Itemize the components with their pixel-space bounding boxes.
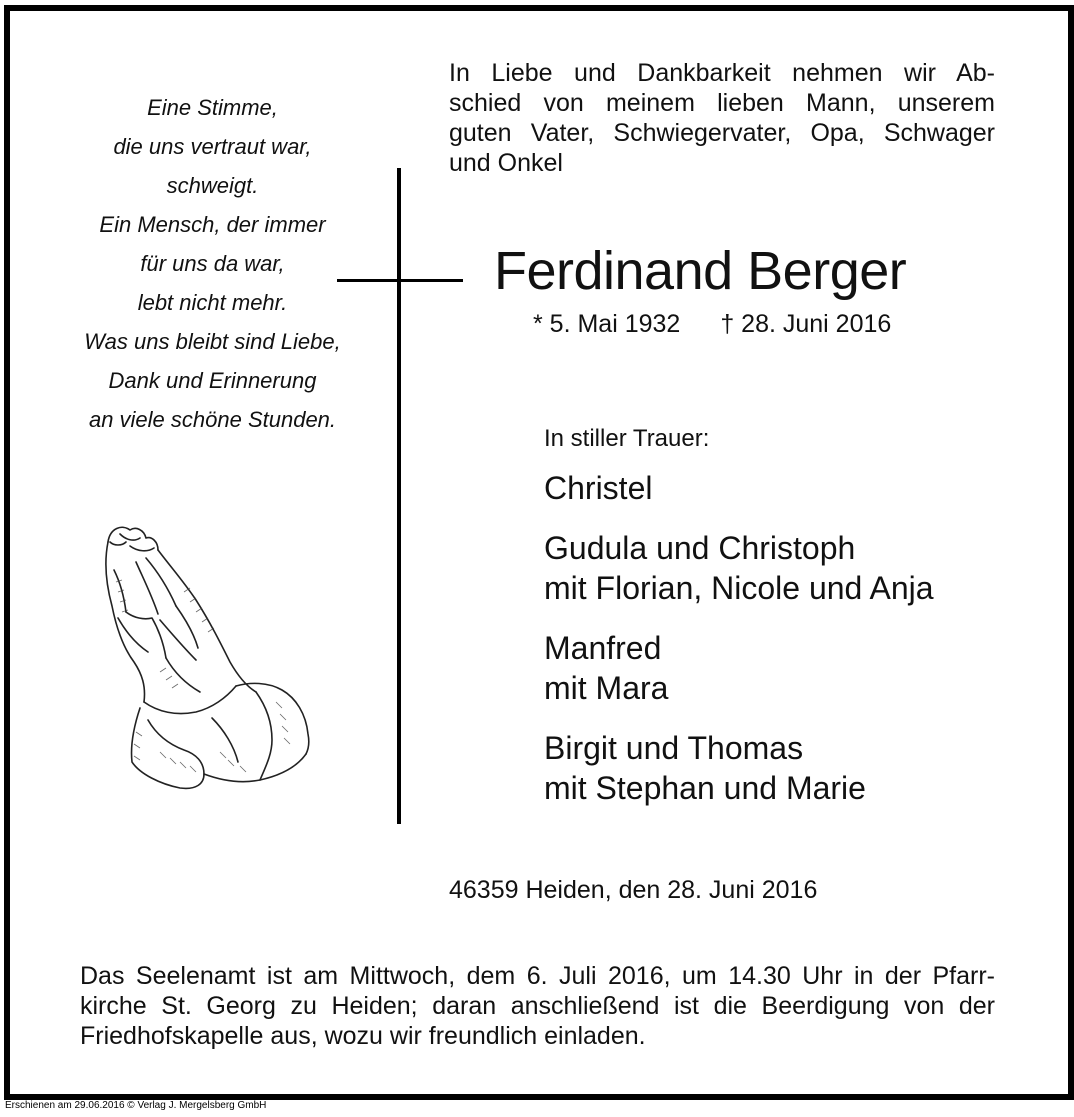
poem-line: Dank und Erinnerung	[108, 368, 317, 393]
poem-line: für uns da war,	[140, 251, 285, 276]
poem-line: Eine Stimme,	[147, 95, 278, 120]
intro-line: guten Vater, Schwiegervater, Opa, Schwager	[449, 119, 995, 147]
intro-line: In Liebe und Dankbarkeit nehmen wir Ab-	[449, 59, 995, 87]
mourner-line: Birgit und Thomas	[544, 730, 804, 766]
mourner-group	[544, 628, 934, 708]
mourners-label: In stiller Trauer:	[544, 425, 710, 452]
notice-line: kirche St. Georg zu Heiden; daran anschließend ist die Beerdigung von der	[80, 992, 995, 1020]
service-notice	[80, 961, 995, 1051]
praying-hands-icon	[100, 522, 312, 798]
cross-horizontal-bar	[337, 279, 463, 282]
mourner-group	[544, 728, 934, 808]
mourners-list	[544, 468, 934, 828]
poem-line: schweigt.	[166, 173, 259, 198]
cross-vertical-bar	[397, 168, 401, 824]
intro-line: und Onkel	[449, 149, 563, 177]
mourner-line: mit Stephan und Marie	[544, 770, 866, 806]
poem-line: die uns vertraut war,	[113, 134, 312, 159]
notice-line: Friedhofskapelle aus, wozu wir freundlich einladen.	[80, 1022, 646, 1050]
poem-line: lebt nicht mehr.	[137, 290, 288, 315]
mourner-group	[544, 468, 934, 508]
poem-line: Ein Mensch, der immer	[99, 212, 326, 237]
publication-footer: Erschienen am 29.06.2016 © Verlag J. Mergelsberg GmbH	[5, 1100, 267, 1111]
life-dates	[533, 310, 891, 339]
mourner-line: mit Florian, Nicole und Anja	[544, 570, 934, 606]
deceased-name: Ferdinand Berger	[494, 241, 907, 301]
mourner-group	[544, 528, 934, 608]
poem-line: an viele schöne Stunden.	[88, 407, 337, 432]
death-date: † 28. Juni 2016	[720, 310, 892, 338]
mourner-line: Christel	[544, 470, 653, 506]
intro-line: schied von meinem lieben Mann, unserem	[449, 89, 995, 117]
mourner-line: Manfred	[544, 630, 662, 666]
mourner-line: Gudula und Christoph	[544, 530, 856, 566]
birth-date: * 5. Mai 1932	[533, 310, 681, 338]
notice-line: Das Seelenamt ist am Mittwoch, dem 6. Juli 2016, um 14.30 Uhr in der Pfarr-	[80, 962, 995, 990]
poem	[60, 88, 365, 439]
place-and-date: 46359 Heiden, den 28. Juni 2016	[449, 876, 818, 904]
mourner-line: mit Mara	[544, 670, 669, 706]
intro-text	[449, 58, 995, 178]
poem-line: Was uns bleibt sind Liebe,	[84, 329, 341, 354]
